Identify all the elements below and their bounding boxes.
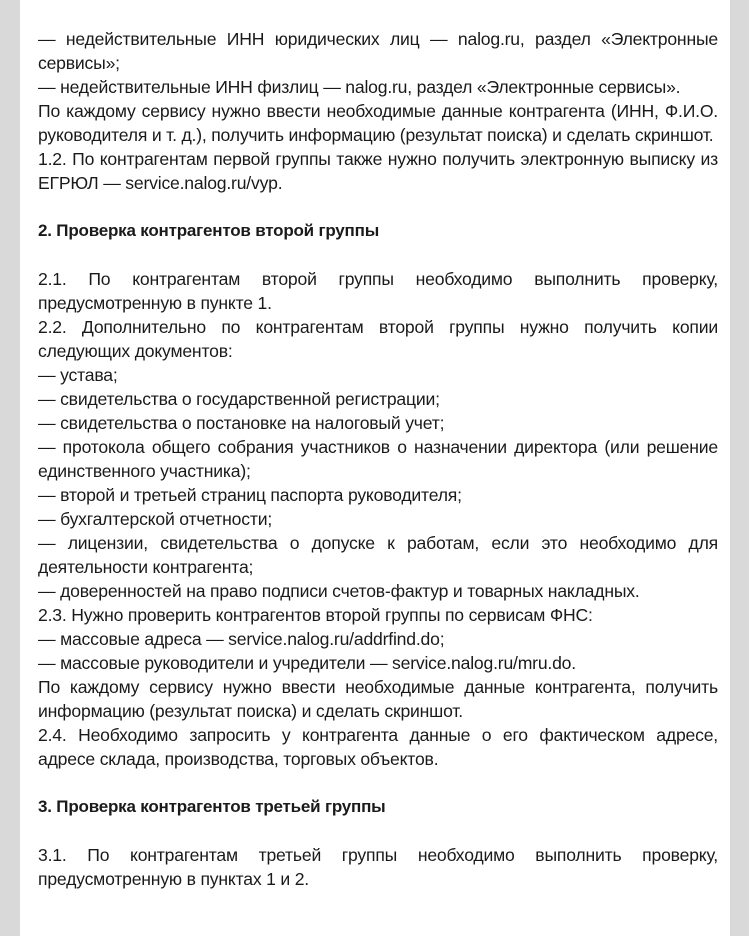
list-item-powers-of-attorney: — доверенностей на право подписи счетов-фактур и товарных накладных. — [38, 581, 640, 601]
section-heading-2: 2. Проверка контрагентов второй группы — [38, 221, 380, 240]
spacer — [38, 771, 718, 795]
paragraph-service-instructions: По каждому сервису нужно ввести необходимые данные контрагента (ИНН, Ф.И.О. руководителя и т. д.), получить информацию (результат поиска) и сделать скриншот. — [38, 101, 718, 145]
paragraph-screenshot-instructions: По каждому сервису нужно ввести необходимые данные контрагента, получить информацию (результат поиска) и сделать скриншот. — [38, 677, 718, 721]
list-item-passport-pages: — второй и третьей страниц паспорта руководителя; — [38, 485, 462, 505]
document-body — [38, 27, 718, 891]
list-item-registration-certificate: — свидетельства о государственной регистрации; — [38, 389, 440, 409]
list-item-accounting-reports: — бухгалтерской отчетности; — [38, 509, 273, 529]
list-item-meeting-protocol: — протокола общего собрания участников о назначении директора (или решение единственного участника); — [38, 437, 718, 481]
list-item-tax-certificate: — свидетельства о постановке на налоговый учет; — [38, 413, 445, 433]
paragraph-2-2: 2.2. Дополнительно по контрагентам второй группы нужно получить копии следующих документов: — [38, 317, 718, 361]
spacer — [38, 195, 718, 219]
paragraph-2-4: 2.4. Необходимо запросить у контрагента данные о его фактическом адресе, адресе склада, производства, торговых объектов. — [38, 725, 718, 769]
list-item-mass-addresses: — массовые адреса — service.nalog.ru/addrfind.do; — [38, 629, 445, 649]
paragraph-3-1: 3.1. По контрагентам третьей группы необходимо выполнить проверку, предусмотренную в пунктах 1 и 2. — [38, 845, 718, 889]
document-page — [20, 0, 730, 936]
spacer — [38, 243, 718, 267]
list-item-mass-directors: — массовые руководители и учредители — service.nalog.ru/mru.do. — [38, 653, 576, 673]
section-heading-3: 3. Проверка контрагентов третьей группы — [38, 797, 386, 816]
list-item-invalid-inn-individual: — недействительные ИНН физлиц — nalog.ru, раздел «Электронные сервисы». — [38, 77, 681, 97]
paragraph-2-3: 2.3. Нужно проверить контрагентов второй группы по сервисам ФНС: — [38, 605, 593, 625]
paragraph-2-1: 2.1. По контрагентам второй группы необходимо выполнить проверку, предусмотренную в пункте 1. — [38, 269, 718, 313]
paragraph-1-2: 1.2. По контрагентам первой группы также нужно получить электронную выписку из ЕГРЮЛ — service.nalog.ru/vyp. — [38, 149, 718, 193]
list-item-charter: — устава; — [38, 365, 118, 385]
spacer — [38, 819, 718, 843]
list-item-licenses: — лицензии, свидетельства о допуске к работам, если это необходимо для деятельности контрагента; — [38, 533, 718, 577]
list-item-invalid-inn-legal: — недействительные ИНН юридических лиц — nalog.ru, раздел «Электронные сервисы»; — [38, 29, 718, 73]
